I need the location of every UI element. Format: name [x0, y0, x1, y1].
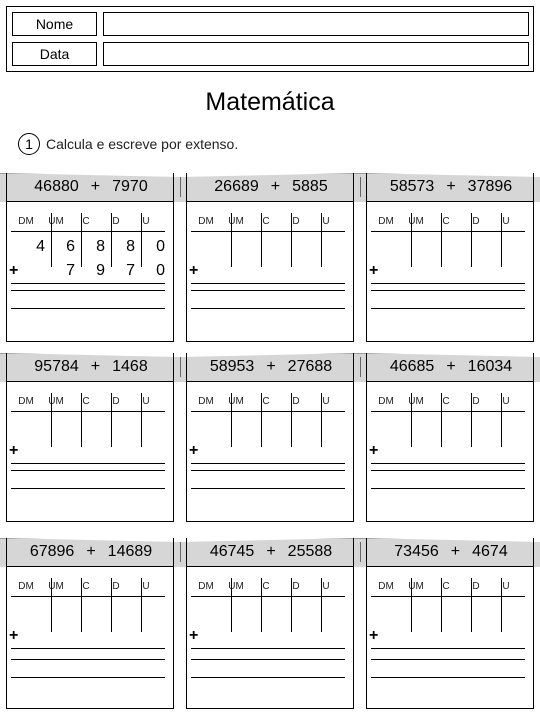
column-header-d: D	[112, 216, 120, 227]
problem-expression	[181, 173, 361, 201]
column-divider	[501, 578, 502, 632]
column-header-um: UM	[228, 396, 244, 407]
column-header-dm: DM	[198, 396, 214, 407]
addend-a: 73456	[394, 543, 439, 560]
column-divider	[141, 393, 142, 447]
addend-b: 37896	[467, 178, 513, 195]
column-divider	[51, 393, 52, 447]
column-divider	[411, 393, 412, 447]
column-header-c: C	[262, 396, 270, 407]
column-header-u: U	[142, 396, 150, 407]
header-underline	[11, 231, 165, 232]
header-underline	[11, 596, 165, 597]
sum-line	[371, 283, 525, 284]
answer-writing-line[interactable]	[11, 470, 165, 471]
column-divider	[81, 393, 82, 447]
column-header-d: D	[472, 581, 480, 592]
sum-line	[191, 283, 345, 284]
place-value-table	[367, 566, 533, 708]
addition-problem-card	[6, 538, 174, 709]
plus-operator: +	[86, 543, 96, 560]
header-underline	[371, 596, 525, 597]
column-divider	[321, 578, 322, 632]
column-divider	[291, 393, 292, 447]
column-divider	[291, 578, 292, 632]
column-divider	[111, 393, 112, 447]
answer-writing-line[interactable]	[11, 659, 165, 660]
instruction-text: Calcula e escreve por extenso.	[46, 136, 239, 152]
plus-operator: +	[450, 543, 461, 560]
column-header-dm: DM	[198, 581, 214, 592]
answer-writing-line[interactable]	[191, 659, 345, 660]
answer-writing-line[interactable]	[11, 308, 165, 309]
column-header-dm: DM	[378, 396, 394, 407]
column-header-u: U	[502, 396, 510, 407]
place-value-table	[187, 201, 353, 341]
name-field[interactable]	[103, 12, 529, 36]
plus-sign: +	[189, 627, 199, 644]
column-divider	[471, 213, 472, 267]
column-divider	[261, 213, 262, 267]
addend-a: 26689	[214, 178, 259, 195]
addend-b: 16034	[467, 358, 513, 375]
plus-sign: +	[369, 262, 379, 279]
answer-writing-line[interactable]	[371, 470, 525, 471]
column-divider	[51, 578, 52, 632]
header-underline	[371, 231, 525, 232]
column-header-um: UM	[48, 396, 64, 407]
student-info-box	[6, 6, 534, 72]
answer-writing-line[interactable]	[191, 308, 345, 309]
answer-writing-line[interactable]	[191, 488, 345, 489]
header-underline	[11, 411, 165, 412]
name-label: Nome	[12, 12, 97, 36]
addend-a: 58573	[389, 178, 435, 195]
column-divider	[81, 578, 82, 632]
column-header-c: C	[82, 396, 90, 407]
problem-expression	[361, 538, 540, 566]
column-header-dm: DM	[18, 581, 34, 592]
column-header-um: UM	[228, 216, 244, 227]
column-header-um: UM	[408, 216, 424, 227]
addend-a: 95784	[34, 358, 79, 375]
column-header-c: C	[442, 216, 450, 227]
addend-a: 58953	[209, 358, 255, 375]
place-value-table	[187, 381, 353, 521]
answer-writing-line[interactable]	[371, 290, 525, 291]
column-divider	[501, 393, 502, 447]
addition-problem-card	[6, 353, 174, 522]
header-underline	[191, 231, 345, 232]
addition-problem-card	[366, 538, 534, 709]
column-header-u: U	[322, 216, 330, 227]
column-divider	[411, 213, 412, 267]
answer-writing-line[interactable]	[371, 308, 525, 309]
sum-line	[371, 648, 525, 649]
digit-cell[interactable]: 6	[66, 238, 75, 255]
addition-problem-card	[186, 538, 354, 709]
column-divider	[231, 213, 232, 267]
problem-expression	[1, 538, 181, 566]
column-header-c: C	[442, 396, 450, 407]
date-label: Data	[12, 42, 97, 66]
digit-cell[interactable]: 8	[126, 238, 135, 255]
sum-line	[371, 463, 525, 464]
column-header-c: C	[262, 216, 270, 227]
column-divider	[441, 393, 442, 447]
column-divider	[441, 213, 442, 267]
column-header-c: C	[262, 581, 270, 592]
plus-sign: +	[9, 262, 19, 279]
column-header-dm: DM	[378, 581, 394, 592]
page-title: Matemática	[205, 88, 335, 116]
column-header-c: C	[442, 581, 450, 592]
column-divider	[261, 578, 262, 632]
column-header-u: U	[502, 216, 510, 227]
answer-writing-line[interactable]	[371, 488, 525, 489]
answer-writing-line[interactable]	[11, 677, 165, 678]
plus-sign: +	[9, 627, 19, 644]
addition-problem-card	[366, 173, 534, 342]
plus-sign: +	[189, 442, 199, 459]
column-header-d: D	[472, 396, 480, 407]
column-divider	[141, 578, 142, 632]
addend-b: 7970	[112, 178, 148, 195]
column-header-d: D	[112, 581, 120, 592]
column-divider	[231, 578, 232, 632]
plus-operator: +	[446, 358, 456, 375]
column-header-dm: DM	[378, 216, 394, 227]
column-header-dm: DM	[18, 396, 34, 407]
plus-operator: +	[90, 178, 101, 195]
addition-problem-card	[6, 173, 174, 342]
problem-expression	[181, 353, 361, 381]
column-header-d: D	[292, 581, 300, 592]
sum-line	[191, 463, 345, 464]
column-divider	[261, 393, 262, 447]
column-divider	[471, 578, 472, 632]
answer-writing-line[interactable]	[191, 470, 345, 471]
column-divider	[291, 213, 292, 267]
place-value-table	[367, 381, 533, 521]
sum-line	[11, 463, 165, 464]
addend-b: 5885	[292, 178, 328, 195]
problem-expression	[1, 173, 181, 201]
answer-writing-line[interactable]	[11, 290, 165, 291]
column-header-u: U	[502, 581, 510, 592]
plus-operator: +	[266, 543, 276, 560]
place-value-table	[187, 566, 353, 708]
problem-expression	[361, 353, 540, 381]
sum-line	[191, 648, 345, 649]
digit-cell[interactable]: 7	[126, 262, 135, 279]
column-divider	[441, 578, 442, 632]
digit-cell[interactable]: 7	[66, 262, 75, 279]
column-header-um: UM	[48, 216, 64, 227]
addend-b: 14689	[107, 543, 153, 560]
column-header-um: UM	[48, 581, 64, 592]
plus-operator: +	[266, 358, 276, 375]
sum-line	[11, 648, 165, 649]
answer-writing-line[interactable]	[11, 488, 165, 489]
column-divider	[111, 578, 112, 632]
plus-sign: +	[369, 442, 379, 459]
column-divider	[501, 213, 502, 267]
instruction-number: 1	[18, 133, 40, 155]
column-divider	[321, 213, 322, 267]
answer-writing-line[interactable]	[371, 659, 525, 660]
addend-a: 46880	[34, 178, 79, 195]
digit-cell[interactable]: 0	[156, 262, 165, 279]
addend-b: 27688	[287, 358, 333, 375]
sum-line	[11, 283, 165, 284]
digit-cell[interactable]: 4	[36, 238, 45, 255]
addend-a: 46745	[209, 543, 255, 560]
answer-writing-line[interactable]	[191, 290, 345, 291]
problem-expression	[181, 538, 361, 566]
column-header-d: D	[112, 396, 120, 407]
addend-b: 25588	[287, 543, 333, 560]
addend-b: 1468	[112, 358, 148, 375]
column-header-u: U	[142, 216, 150, 227]
column-header-dm: DM	[18, 216, 34, 227]
plus-operator: +	[270, 178, 281, 195]
addition-problem-card	[186, 353, 354, 522]
digit-cell[interactable]: 9	[96, 262, 105, 279]
column-header-um: UM	[228, 581, 244, 592]
addend-a: 67896	[29, 543, 75, 560]
column-divider	[471, 393, 472, 447]
column-header-um: UM	[408, 581, 424, 592]
place-value-table	[7, 381, 173, 521]
column-header-d: D	[292, 396, 300, 407]
column-divider	[411, 578, 412, 632]
plus-sign: +	[369, 627, 379, 644]
column-header-c: C	[82, 581, 90, 592]
column-header-d: D	[292, 216, 300, 227]
addend-b: 4674	[472, 543, 508, 560]
column-header-u: U	[322, 396, 330, 407]
plus-sign: +	[189, 262, 199, 279]
addition-problem-card	[366, 353, 534, 522]
problem-expression	[1, 353, 181, 381]
answer-writing-line[interactable]	[371, 677, 525, 678]
column-header-c: C	[82, 216, 90, 227]
place-value-table	[7, 201, 173, 341]
column-header-um: UM	[408, 396, 424, 407]
addition-problem-card	[186, 173, 354, 342]
column-divider	[321, 393, 322, 447]
digit-cell[interactable]: 8	[96, 238, 105, 255]
plus-sign: +	[9, 442, 19, 459]
place-value-table	[367, 201, 533, 341]
date-field[interactable]	[103, 42, 529, 66]
header-underline	[191, 411, 345, 412]
column-header-d: D	[472, 216, 480, 227]
column-header-u: U	[322, 581, 330, 592]
addend-a: 46685	[389, 358, 435, 375]
header-underline	[371, 411, 525, 412]
problem-expression	[361, 173, 540, 201]
digit-cell[interactable]: 0	[156, 238, 165, 255]
header-underline	[191, 596, 345, 597]
instruction	[18, 132, 238, 156]
answer-writing-line[interactable]	[191, 677, 345, 678]
column-divider	[231, 393, 232, 447]
column-header-u: U	[142, 581, 150, 592]
place-value-table	[7, 566, 173, 708]
plus-operator: +	[446, 178, 456, 195]
plus-operator: +	[90, 358, 101, 375]
column-header-dm: DM	[198, 216, 214, 227]
